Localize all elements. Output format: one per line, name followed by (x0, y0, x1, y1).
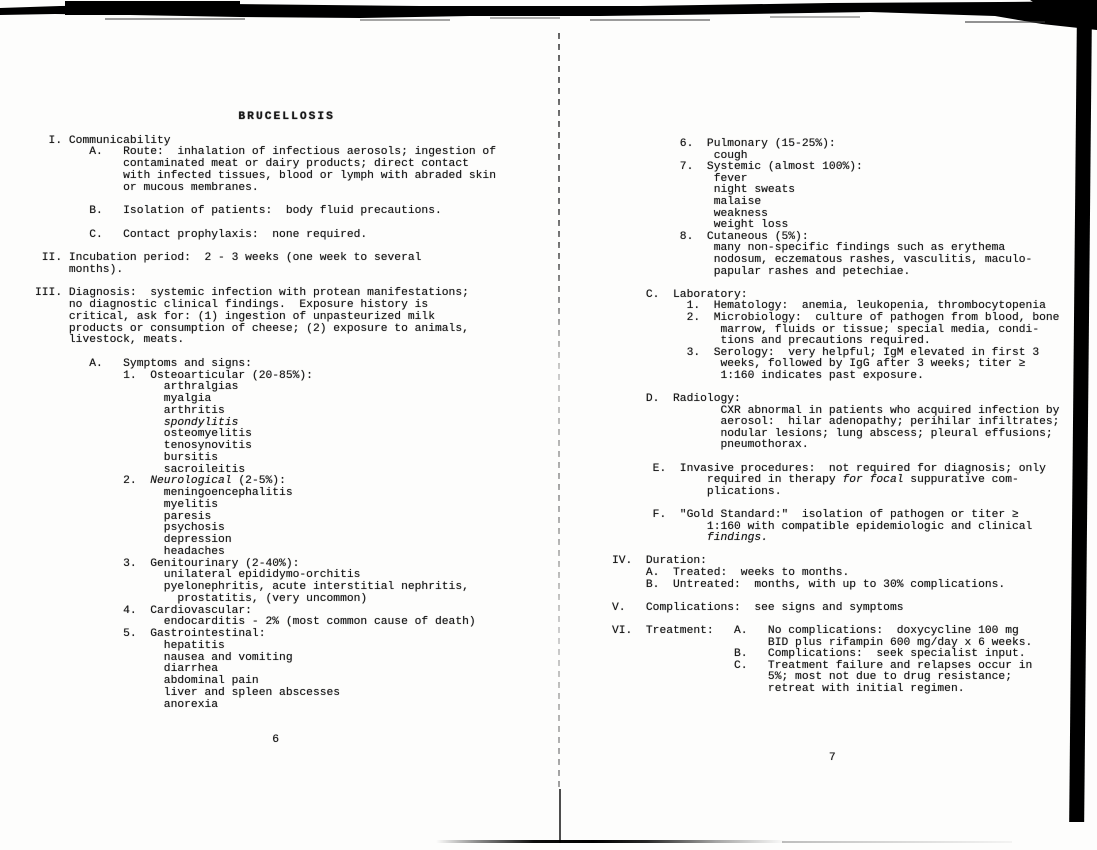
scan-smudge (965, 21, 1045, 23)
scan-artifact-bottom-edge (436, 840, 786, 843)
scan-artifact-bottom-edge-faint (782, 841, 1012, 843)
scan-smudge (360, 19, 450, 21)
page-fold-line (558, 33, 560, 789)
scan-smudge (590, 19, 710, 21)
scan-smudge (105, 18, 245, 20)
scan-artifact-right-edge (1069, 6, 1092, 822)
page-7-text: 6. Pulmonary (15-25%): cough 7. Systemic (almost 100%): fever night sweats malaise weakness weight loss 8. Cutaneous (5%): many non-specific findings such as erythema nodosum, eczematous rashes, vasculitis, maculo- papular rashes and petechiae. C. Laboratory: 1. Hematology: anemia, leukopenia, thrombocytopenia 2. Microbiology: culture of pathogen from blood, bone marrow, fluids or tissue; special media, condi- tions and precautions required. 3. Serology: very helpful; IgM elevated in first 3 weeks, followed by IgG after 3 weeks; titer ≥ 1:160 indicates past exposure. D. Radiology: CXR abnormal in patients who acquired infection by aerosol: hilar adenopathy; perihilar infiltrates; nodular lesions; lung abscess; pleural effusions; pneumothorax. E. Invasive procedures: not required for diagnosis; only required in therapy for focal suppurative com- plications. F. "Gold Standard:" isolation of pathogen or titer ≥ 1:160 with compatible epidemiologic and clinical findings. IV. Duration: A. Treated: weeks to months. B. Untreated: months, with up to 30% complications. V. Complications: see signs and symptoms VI. Treatment: A. No complications: doxycycline 100 mg BID plus rifampin 600 mg/day x 6 weeks. B. Complications: seek specialist input. C. Treatment failure and relapses occur in 5%; most not due to drug resistance; retreat with initial regimen. 7 (612, 138, 1060, 765)
scan-artifact-top-blob (65, 1, 240, 15)
scan-smudge (490, 17, 560, 19)
page-fold-line-bottom (559, 789, 561, 843)
scan-smudge (770, 16, 860, 18)
page-6-text: BRUCELLOSIS I. Communicability A. Route: inhalation of infectious aerosols; ingestion of contaminated meat or dairy products; direct contact with infected tissues, blood or lymph with abraded skin or mucous membranes. B. Isolation of patients: body fluid precautions. C. Contact prophylaxis: none required. II. Incubation period: 2 - 3 weeks (one week to several months). III. Diagnosis: systemic infection with protean manifestations; no diagnostic clinical findings. Exposure history is critical, ask for: (1) ingestion of unpasteurized milk products or consumption of cheese; (2) exposure to animals, livestock, meats. A. Symptoms and signs: 1. Osteoarticular (20-85%): arthralgias myalgia arthritis spondylitis osteomyelitis tenosynovitis bursitis sacroileitis 2. Neurological (2-5%): meningoencephalitis myelitis paresis psychosis depression headaches 3. Genitourinary (2-40%): unilateral epididymo-orchitis pyelonephritis, acute interstitial nephritis, prostatitis, (very uncommon) 4. Cardiovascular: endocarditis - 2% (most common cause of death) 5. Gastrointestinal: hepatitis nausea and vomiting diarrhea abdominal pain liver and spleen abscesses anorexia 6 (35, 111, 496, 746)
